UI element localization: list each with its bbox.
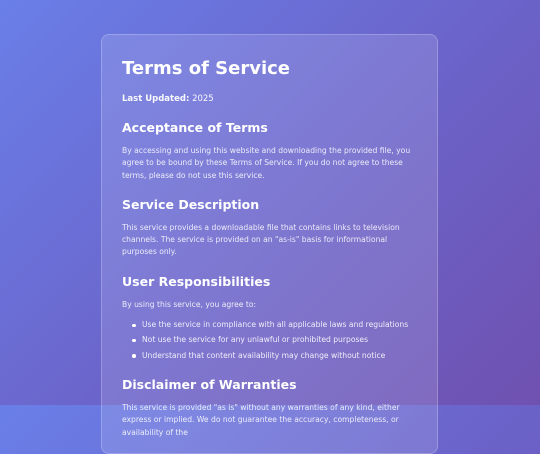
- responsibilities-list: [122, 319, 417, 362]
- section-heading-disclaimer: Disclaimer of Warranties: [122, 376, 297, 392]
- section-text-acceptance: By accessing and using this website and downloading the provided file, you agree to be bound by these Terms of Service. If you do not agree to these terms, please do not use this service.: [122, 146, 411, 180]
- list-item: Understand that content availability may change without notice: [132, 350, 417, 362]
- page-title: Terms of Service: [122, 58, 291, 79]
- terms-card: [101, 34, 438, 454]
- section-heading-user-responsibilities: User Responsibilities: [122, 273, 271, 289]
- section-text-user-responsibilities: By using this service, you agree to:: [122, 299, 257, 309]
- section-heading-acceptance: Acceptance of Terms: [122, 120, 268, 135]
- last-updated-label: Last Updated:: [122, 94, 190, 104]
- list-item: Not use the service for any unlawful or prohibited purposes: [132, 334, 417, 346]
- list-item: Use the service in compliance with all applicable laws and regulations: [132, 319, 417, 331]
- last-updated-value: 2025: [192, 94, 214, 104]
- section-text-service-description: This service provides a downloadable file that contains links to television channels. The service is provided on an "as-is" basis for informational purposes only.: [122, 222, 400, 257]
- last-updated: [122, 93, 417, 105]
- section-heading-service-description: Service Description: [122, 196, 260, 212]
- section-text-disclaimer: This service is provided "as is" without any warranties of any kind, either express or implied. We do not guarantee the accuracy, completeness, or availability of the: [122, 402, 400, 437]
